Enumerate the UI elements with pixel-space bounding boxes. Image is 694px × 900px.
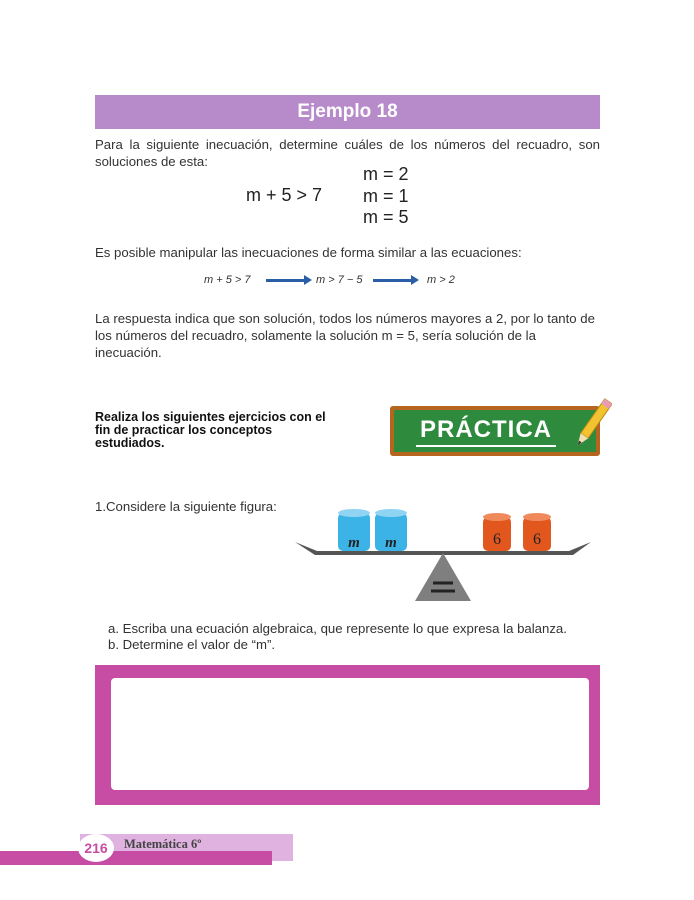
exercise-intro: Realiza los siguientes ejercicios con el fin de practicar los conceptos estudiados. (95, 410, 326, 450)
manipulation-note: Es posible manipular las inecuaciones de forma similar a las ecuaciones: (95, 245, 522, 260)
weight-label: m (348, 535, 360, 551)
book-title: Matemática 6º (124, 837, 202, 851)
weight-label: m (385, 535, 397, 551)
step-3: m > 2 (427, 274, 455, 286)
arrow-right-icon (266, 279, 306, 282)
subquestion-b: b. Determine el valor de “m”. (108, 637, 276, 652)
inequality: m + 5 > 7 (246, 185, 323, 205)
steps-diagram (200, 271, 470, 291)
options-list (363, 164, 409, 229)
example-title: Ejemplo 18 (297, 101, 398, 122)
step-2: m > 7 − 5 (316, 274, 363, 286)
page-number: 216 (78, 834, 114, 862)
option-item: m = 1 (363, 185, 409, 206)
pencil-icon (572, 394, 612, 454)
question-1: 1.Considere la siguiente figura: (95, 499, 277, 514)
subquestion-a: a. Escriba una ecuación algebraica, que represente lo que expresa la balanza. (108, 621, 567, 636)
answer-paragraph: La respuesta indica que son solución, todos los números mayores a 2, por lo tanto de los números del recuadro, solamente la solución m = 5, sería solución de la inecuación. (95, 311, 595, 360)
arrow-right-icon (373, 279, 413, 282)
answer-area[interactable] (111, 678, 589, 790)
answer-box (95, 665, 600, 805)
balance-scale-figure (293, 505, 593, 605)
practice-label: PRÁCTICA (416, 416, 556, 447)
option-item: m = 5 (363, 207, 409, 227)
weight-label: 6 (493, 531, 501, 548)
example-banner (95, 95, 600, 129)
practice-board (390, 406, 600, 456)
step-1: m + 5 > 7 (204, 274, 251, 286)
weight-label: 6 (533, 531, 541, 548)
intro-text: Para la siguiente inecuación, determine cuáles de los números del recuadro, son soluciones de esta: (95, 137, 600, 169)
option-item: m = 2 (363, 164, 409, 184)
footer-band-dark (0, 851, 272, 865)
